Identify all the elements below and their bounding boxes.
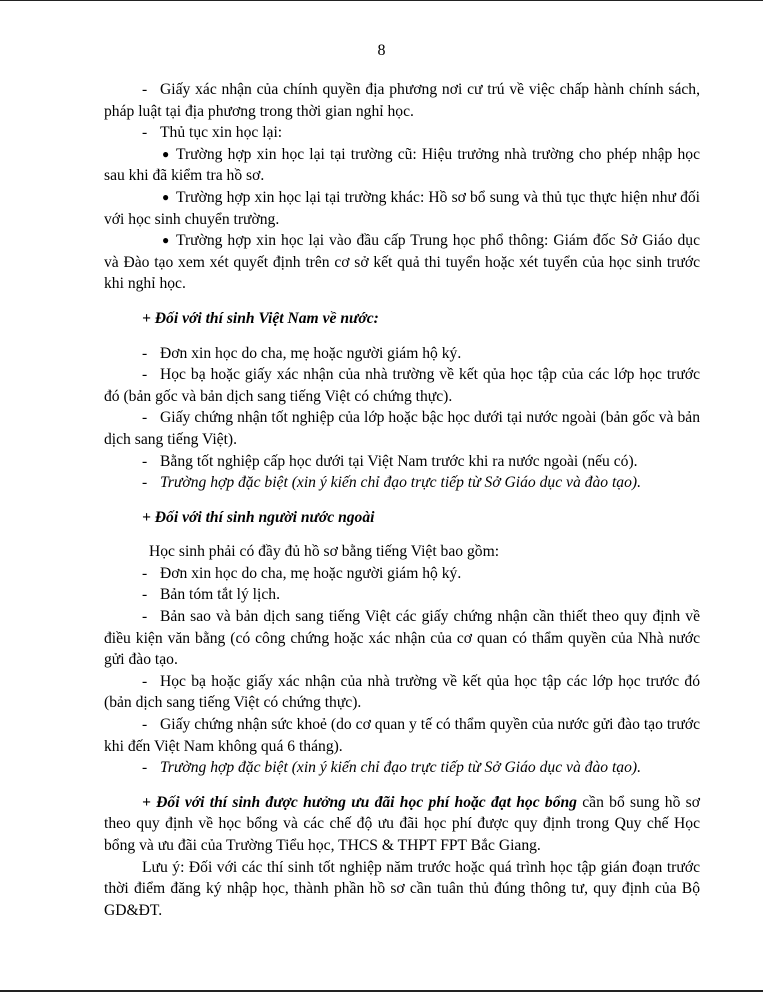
bullet-item: ● Trường hợp xin học lại vào đầu cấp Trung học phổ thông: Giám đốc Sở Giáo dục và Đào tạo xem xét quyết định trên cơ sở kết quả thi tuyển hoặc xét tuyển của học sinh trước khi nghỉ học.: [104, 232, 700, 293]
spacer: [104, 494, 700, 507]
dash-marker: -: [142, 81, 148, 98]
list-item: - Học bạ hoặc giấy xác nhận của nhà trường về kết qủa học tập các lớp học trước đó (bản dịch sang tiếng Việt có chứng thực).: [104, 672, 700, 712]
dash-marker: -: [142, 564, 148, 582]
list-item: - Giấy chứng nhận sức khoẻ (do cơ quan y tế có thẩm quyền của nước gửi đào tạo trước khi đến Việt Nam không quá 6 tháng).: [104, 716, 700, 755]
list-item: - Đơn xin học do cha, mẹ hoặc người giám hộ ký.: [104, 563, 700, 585]
list-item-special: - Trường hợp đặc biệt (xin ý kiến chỉ đạo trực tiếp từ Sở Giáo dục và đào tạo).: [104, 757, 700, 779]
bullet-item: ● Trường hợp xin học lại tại trường cũ: Hiệu trưởng nhà trường cho phép nhập học sau khi đã kiểm tra hồ sơ.: [104, 145, 700, 185]
list-item-special: - Trường hợp đặc biệt (xin ý kiến chỉ đạo trực tiếp từ Sở Giáo dục và đào tạo).: [104, 472, 700, 494]
section-heading: + Đối với thí sinh Việt Nam về nước:: [142, 309, 379, 327]
bullet-item: ● Trường hợp xin học lại tại trường khác: Hồ sơ bổ sung và thủ tục thực hiện như đối với học sinh chuyển trường.: [104, 188, 700, 228]
dash-marker: -: [142, 608, 148, 626]
bullet-icon: ●: [162, 189, 170, 204]
spacer: [104, 779, 700, 792]
paragraph: + Đối với thí sinh được hưởng ưu đãi học phí hoặc đạt học bổng cần bổ sung hồ sơ theo quy định về học bổng và các chế độ ưu đãi học phí được quy định trong Quy chế Học bổng và ưu đãi của Trường Tiểu học, THCS & THPT FPT Bắc Giang.: [104, 793, 700, 854]
dash-marker: -: [142, 759, 148, 777]
dash-marker: -: [142, 124, 148, 142]
list-item: - Đơn xin học do cha, mẹ hoặc người giám hộ ký.: [104, 343, 700, 365]
paragraph: - Thủ tục xin học lại:: [104, 122, 700, 144]
paragraph: - Giấy xác nhận của chính quyền địa phương nơi cư trú về việc chấp hành chính sách, pháp luật tại địa phương trong thời gian nghỉ học.: [104, 81, 700, 120]
dash-marker: -: [142, 474, 148, 492]
list-item: - Bằng tốt nghiệp cấp học dưới tại Việt Nam trước khi ra nước ngoài (nếu có).: [104, 451, 700, 473]
paragraph: Học sinh phải có đầy đủ hồ sơ bằng tiếng Việt bao gồm:: [149, 543, 500, 561]
note-paragraph: Lưu ý: Đối với các thí sinh tốt nghiệp năm trước hoặc quá trình học tập gián đoạn trước thời điểm đăng ký nhập học, thành phần hồ sơ cần tuân thủ đúng thông tư, quy định của Bộ GD&ĐT.: [104, 858, 700, 919]
dash-marker: -: [142, 716, 148, 734]
list-item: - Giấy chứng nhận tốt nghiệp của lớp hoặc bậc học dưới tại nước ngoài (bản gốc và bản dịch sang tiếng Việt).: [104, 409, 700, 448]
list-item: - Học bạ hoặc giấy xác nhận của nhà trường về kết qủa học tập của các lớp học trước đó (bản gốc và bản dịch sang tiếng Việt có chứng thực).: [104, 366, 700, 405]
section-heading: + Đối với thí sinh người nước ngoài: [142, 508, 375, 526]
spacer: [104, 330, 700, 343]
dash-marker: -: [142, 366, 148, 384]
dash-marker: -: [142, 586, 148, 604]
dash-marker: -: [142, 452, 148, 470]
dash-marker: -: [142, 672, 148, 690]
list-item: - Bản sao và bản dịch sang tiếng Việt các giấy chứng nhận cần thiết theo quy định về điều kiện văn bằng (có công chứng hoặc xác nhận của cơ quan có thẩm quyền của Nhà nước gửi đào tạo.: [104, 608, 700, 669]
dash-marker: -: [142, 344, 148, 362]
spacer: [104, 295, 700, 308]
bullet-icon: ●: [162, 146, 170, 161]
section-heading: + Đối với thí sinh được hưởng ưu đãi học phí hoặc đạt học bổng: [142, 793, 577, 811]
list-item: - Bản tóm tắt lý lịch.: [104, 584, 700, 606]
page-number: 8: [377, 42, 386, 59]
bullet-icon: ●: [162, 233, 170, 248]
document-body: [104, 79, 700, 921]
spacer: [104, 528, 700, 541]
page-top-edge: [0, 0, 763, 1]
dash-marker: -: [142, 409, 148, 427]
